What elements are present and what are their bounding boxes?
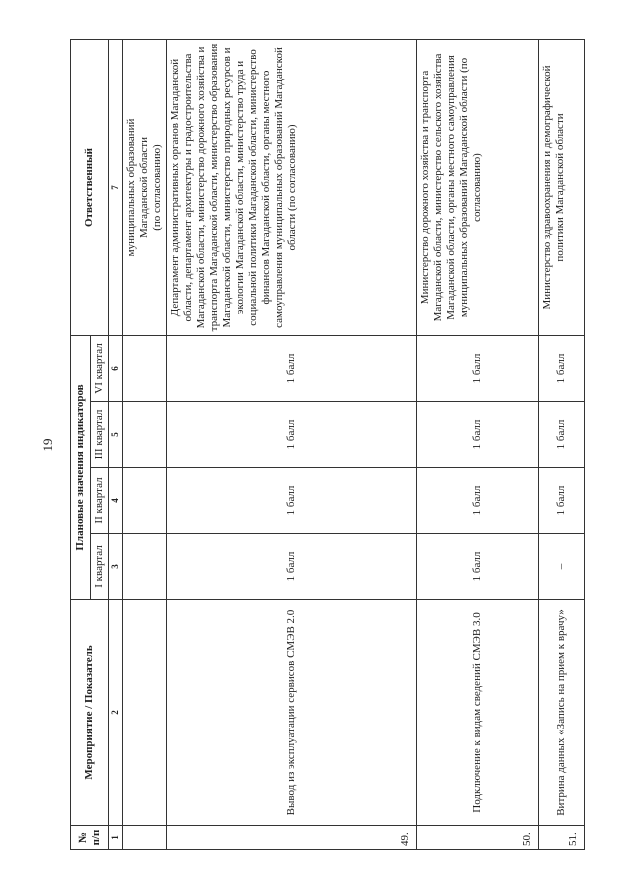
row-event: Подключение к видам сведений СМЭВ 3.0 <box>417 600 539 826</box>
row-responsible: Министерство здравоохранения и демографической политики Магаданской области <box>539 40 585 336</box>
header-responsible: Ответственный <box>71 40 109 336</box>
row-q2: 1 балл <box>417 468 539 534</box>
row-number: 50. <box>417 826 539 850</box>
rotated-table-wrapper <box>70 40 580 850</box>
row-event: Вывод из эксплуатации сервисов СМЭВ 2.0 <box>167 600 417 826</box>
row-event <box>123 600 167 826</box>
table-row <box>123 40 167 850</box>
row-q3 <box>123 402 167 468</box>
table-row <box>167 40 417 850</box>
header-q4: VI квартал <box>91 336 109 402</box>
row-q4: 1 балл <box>539 336 585 402</box>
col-number-3: 3 <box>109 534 123 600</box>
row-q4: 1 балл <box>167 336 417 402</box>
table-row <box>539 40 585 850</box>
header-q3: III квартал <box>91 402 109 468</box>
col-number-7: 7 <box>109 40 123 336</box>
row-q3: 1 балл <box>539 402 585 468</box>
table-row <box>417 40 539 850</box>
col-number-6: 6 <box>109 336 123 402</box>
row-q2: 1 балл <box>167 468 417 534</box>
row-responsible: Министерство дорожного хозяйства и транспорта Магаданской области, министерство сельского хозяйства Магаданской области, органы местного самоуправления муниципальных образований Магаданской области (по согласованию) <box>417 40 539 336</box>
row-q3: 1 балл <box>417 402 539 468</box>
row-q2 <box>123 468 167 534</box>
header-number: № п/п <box>71 826 109 850</box>
row-q3: 1 балл <box>167 402 417 468</box>
col-number-1: 1 <box>109 826 123 850</box>
page-number: 19 <box>40 438 55 452</box>
header-q2: II квартал <box>91 468 109 534</box>
row-q1: – <box>539 534 585 600</box>
row-q2: 1 балл <box>539 468 585 534</box>
row-q1: 1 балл <box>417 534 539 600</box>
col-number-5: 5 <box>109 402 123 468</box>
indicators-table <box>70 39 585 850</box>
row-number: 51. <box>539 826 585 850</box>
row-q4: 1 балл <box>417 336 539 402</box>
row-q1: 1 балл <box>167 534 417 600</box>
header-event: Мероприятие / Показатель <box>71 600 109 826</box>
header-q1: I квартал <box>91 534 109 600</box>
col-number-2: 2 <box>109 600 123 826</box>
row-responsible: Департамент административных органов Магаданской области, департамент архитектуры и градостроительства Магаданской области, министерство дорожного хозяйства и транспорта Магаданской области, министерство образования Магаданской области, министерство природных ресурсов и экологии Магаданской области, министерство труда и социальной политики Магаданской области, министерство финансов Магаданской области, органы местного самоуправления муниципальных образований Магаданской области (по согласованию) <box>167 40 417 336</box>
row-number: 49. <box>167 826 417 850</box>
row-q1 <box>123 534 167 600</box>
row-q4 <box>123 336 167 402</box>
row-event: Витрина данных «Запись на прием к врачу» <box>539 600 585 826</box>
header-plan: Плановые значения индикаторов <box>71 336 91 600</box>
col-number-4: 4 <box>109 468 123 534</box>
row-number <box>123 826 167 850</box>
row-responsible: муниципальных образований Магаданской области (по согласованию) <box>123 40 167 336</box>
